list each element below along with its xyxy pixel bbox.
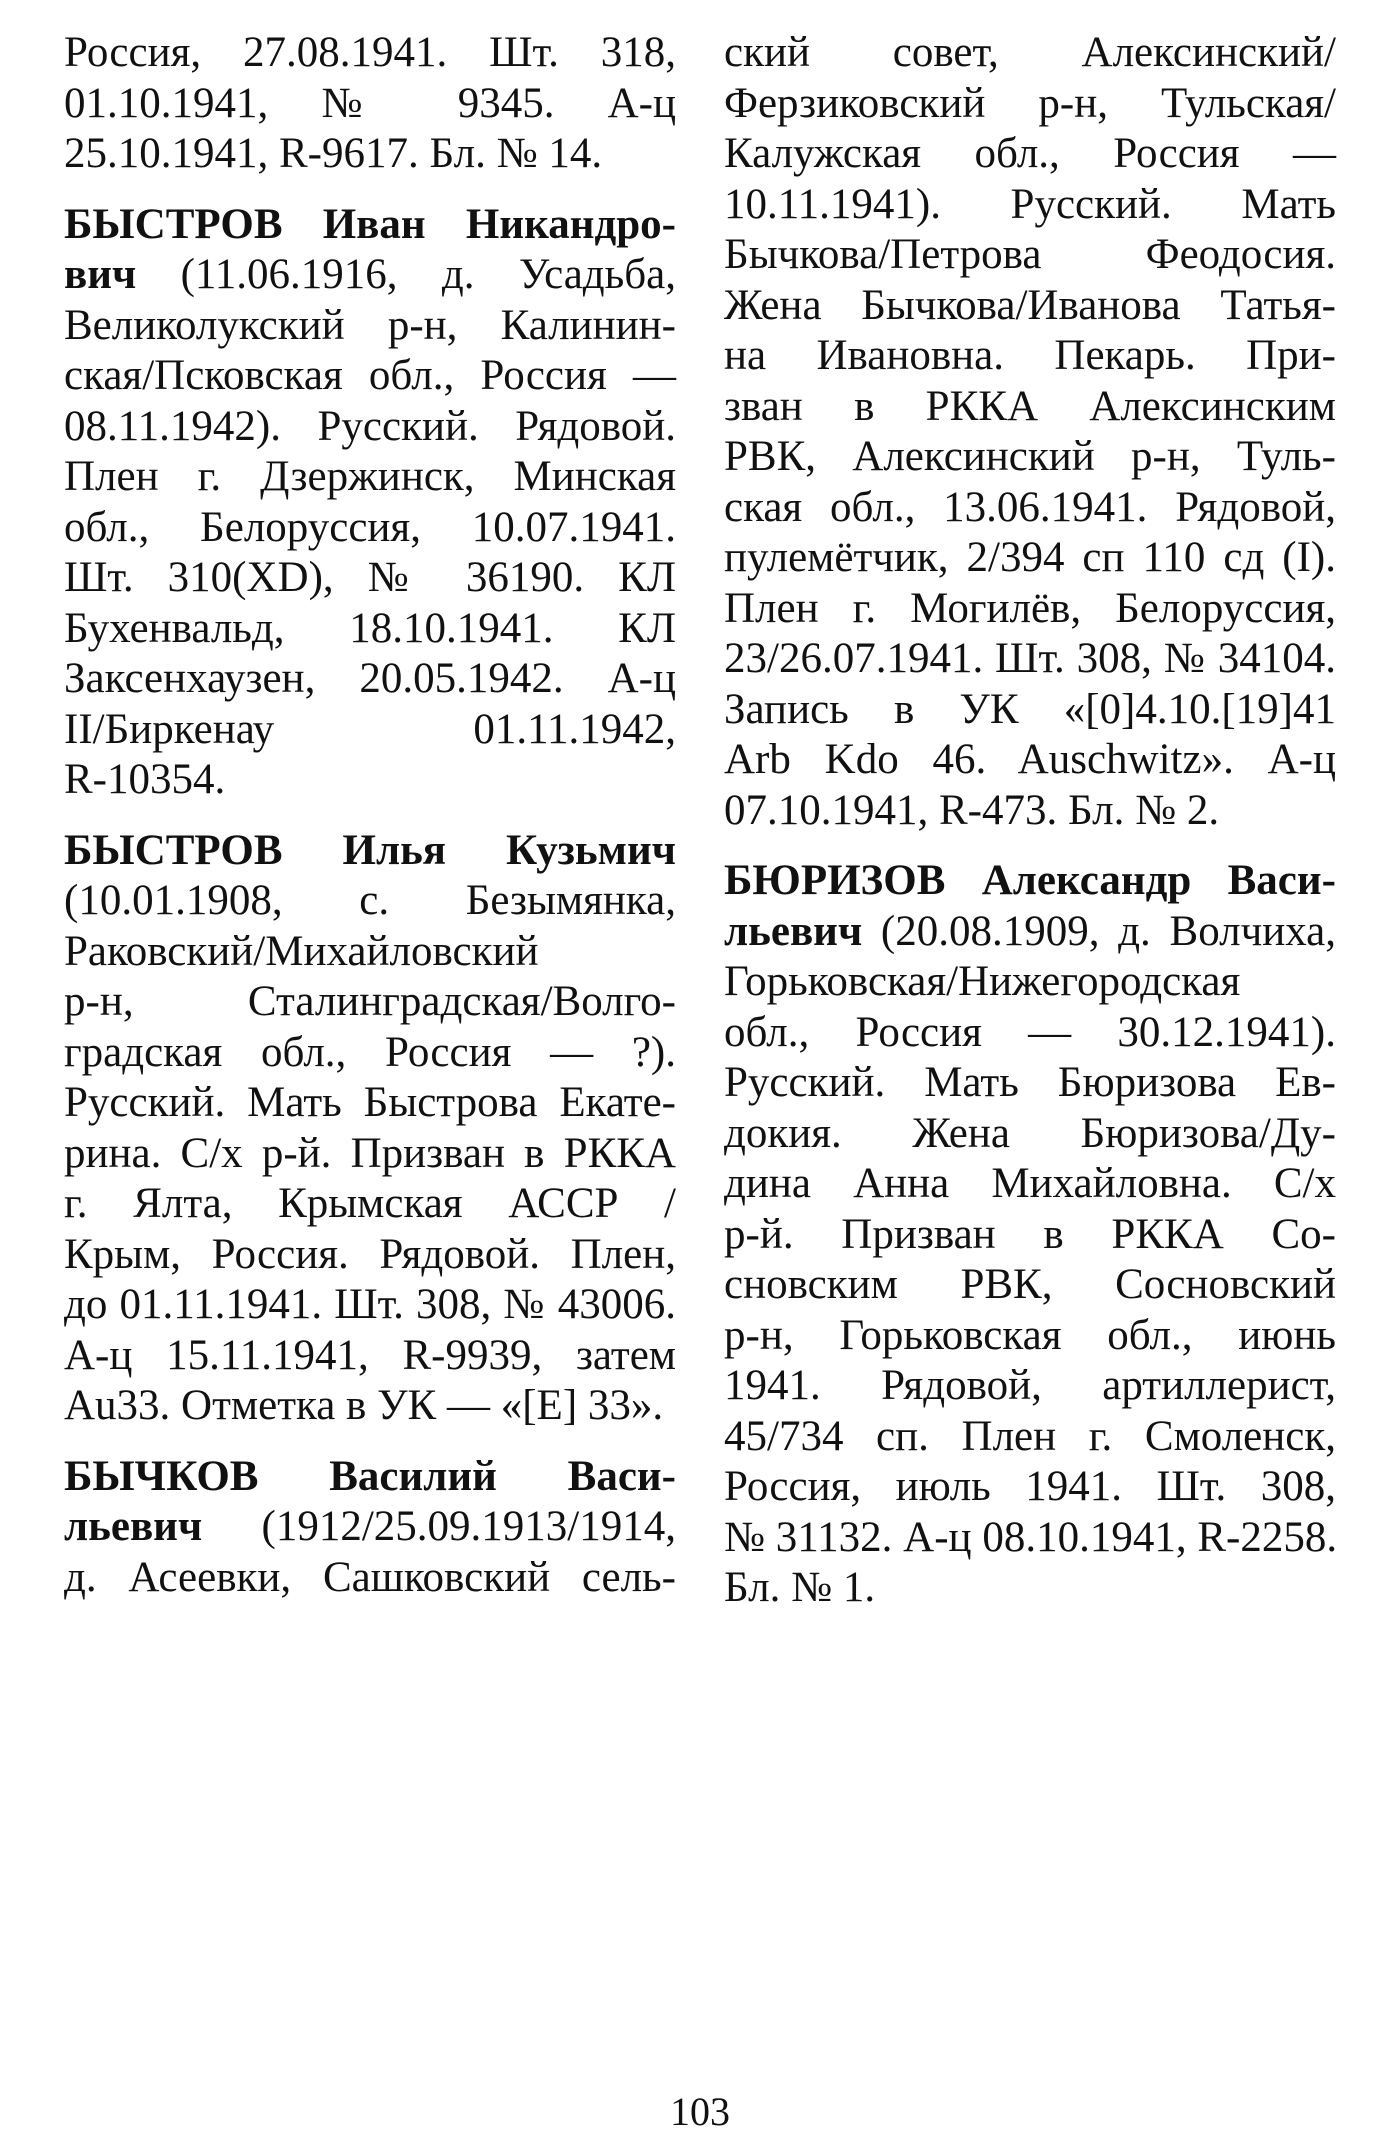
- entry-surname: БЫСТРОВ: [64, 826, 283, 874]
- entry-line: обл., Белоруссия, 10.07.1941.: [64, 503, 676, 551]
- entry-given-name: Василий Васи-: [329, 1452, 676, 1500]
- entry-line: рина. С/х р-й. Призван в РККА: [64, 1129, 676, 1177]
- entry-line: 1941. Рядовой, артиллерист,: [724, 1362, 1336, 1409]
- page-number: 103: [670, 2089, 730, 2134]
- entry-text: (20.08.1909, д. Волчиха,: [862, 907, 1336, 955]
- entry-line: р-й. Призван в РККА Со-: [724, 1210, 1336, 1258]
- entry-surname: БЫЧКОВ: [64, 1452, 259, 1500]
- entry-line: г. Ялта, Крымская АССР /: [64, 1180, 676, 1227]
- entry-line: II/Биркенау 01.11.1942,: [64, 705, 676, 753]
- entry-heading-line: [64, 200, 676, 251]
- entry-line: 23/26.07.1941. Шт. 308, № 34104.: [724, 635, 1336, 682]
- entry-line: Плен г. Дзержинск, Минская: [64, 453, 676, 500]
- entry-given-name: Александр Васи-: [981, 857, 1336, 904]
- entry-line: ская/Псковская обл., Россия —: [64, 352, 676, 399]
- entry-bychkov-vasily: [64, 1452, 676, 1604]
- entry-line: [724, 907, 1336, 958]
- entry-line: Бл. № 1.: [724, 1564, 876, 1611]
- entry-line: р-н, Сталинградская/Волго-: [64, 978, 676, 1025]
- entry-line: до 01.11.1941. Шт. 308, № 43006.: [64, 1281, 676, 1328]
- entry-line: [64, 250, 676, 301]
- entry-line: Россия, 27.08.1941. Шт. 318,: [64, 29, 676, 76]
- entry-given-name: льевич: [724, 907, 863, 955]
- entry-line: Au33. Отметка в УК — «[E] 33».: [64, 1382, 664, 1429]
- entry-given-name: Илья Кузьмич: [342, 826, 676, 874]
- entry-given-name: льевич: [64, 1503, 203, 1550]
- entry-line: РВК, Алексинский р-н, Туль-: [724, 433, 1336, 480]
- entry-line: Жена Бычкова/Иванова Татья-: [724, 281, 1336, 329]
- entry-byurizov-alexander: [724, 856, 1336, 1614]
- entry-line: № 31132. А-ц 08.10.1941, R-2258.: [724, 1513, 1338, 1561]
- entry-line: А-ц 15.11.1941, R-9939, затем: [64, 1331, 676, 1379]
- entry-text: (11.06.1916, д. Усадьба,: [136, 251, 676, 298]
- entry-line: ский совет, Алексинский/: [724, 29, 1336, 76]
- entry-line: докия. Жена Бюризова/Ду-: [724, 1109, 1336, 1157]
- entry-line: Бухенвальд, 18.10.1941. КЛ: [64, 604, 676, 652]
- entry-line: Русский. Мать Быстрова Екате-: [64, 1079, 676, 1126]
- entry-line: Русский. Мать Бюризова Ев-: [724, 1059, 1336, 1106]
- entry-line: градская обл., Россия — ?).: [64, 1028, 676, 1076]
- entry-heading-line: [64, 1452, 676, 1503]
- entry-line: р-н, Горьковская обл., июнь: [724, 1311, 1336, 1359]
- entry-line: сновским РВК, Сосновский: [724, 1261, 1336, 1308]
- entry-line: ская обл., 13.06.1941. Рядовой,: [724, 483, 1336, 531]
- entry-line: на Ивановна. Пекарь. При-: [724, 332, 1336, 379]
- entry-line: Шт. 310(XD), № 36190. КЛ: [64, 554, 676, 601]
- entry-continuation: [724, 28, 1336, 836]
- entry-line: д. Асеевки, Сашковский сель-: [64, 1553, 676, 1601]
- entry-given-name: Иван Никандро-: [322, 200, 676, 248]
- entry-line: 01.10.1941, № 9345. А-ц: [64, 79, 676, 127]
- entry-line: (10.01.1908, с. Безымянка,: [64, 877, 676, 924]
- entry-heading-line: [724, 856, 1336, 907]
- entry-line: Arb Kdo 46. Auschwitz». А-ц: [724, 736, 1336, 783]
- entry-line: 08.11.1942). Русский. Рядовой.: [64, 402, 676, 450]
- entry-line: 07.10.1941, R-473. Бл. № 2.: [724, 786, 1220, 834]
- entry-line: дина Анна Михайловна. С/х: [724, 1160, 1336, 1207]
- entry-given-name: вич: [64, 251, 137, 298]
- entry-line: 10.11.1941). Русский. Мать: [724, 180, 1336, 228]
- entry-continuation: [64, 28, 676, 180]
- entry-bystrov-ilya: [64, 826, 676, 1432]
- entry-line: 25.10.1941, R-9617. Бл. № 14.: [64, 130, 603, 177]
- entry-line: зван в РККА Алексинским: [724, 382, 1336, 430]
- entry-line: Горьковская/Нижегородская: [724, 958, 1241, 1005]
- entry-bystrov-ivan: [64, 200, 676, 806]
- entry-line: Великолукский р-н, Калинин-: [64, 301, 676, 349]
- entry-line: Калужская обл., Россия —: [724, 130, 1336, 177]
- entry-line: Россия, июль 1941. Шт. 308,: [724, 1463, 1336, 1510]
- entry-line: Ферзиковский р-н, Тульская/: [724, 79, 1336, 127]
- entry-heading-line: [64, 826, 676, 877]
- entry-surname: БЫСТРОВ: [64, 200, 283, 248]
- entry-surname: БЮРИЗОВ: [724, 857, 946, 904]
- entry-line: Бычкова/Петрова Феодосия.: [724, 231, 1336, 278]
- entry-text: (1912/25.09.1913/1914,: [202, 1503, 676, 1550]
- entry-line: 45/734 сп. Плен г. Смоленск,: [724, 1412, 1336, 1460]
- entry-line: R-10354.: [64, 756, 226, 803]
- right-column: [724, 28, 1336, 1634]
- entry-line: Плен г. Могилёв, Белоруссия,: [724, 584, 1336, 632]
- entry-line: Заксенхаузен, 20.05.1942. А-ц: [64, 655, 676, 702]
- entry-line: Крым, Россия. Рядовой. Плен,: [64, 1230, 676, 1278]
- entry-line: Раковский/Михайловский: [64, 927, 539, 975]
- entry-line: пулемётчик, 2/394 сп 110 сд (I).: [724, 534, 1336, 581]
- entry-line: обл., Россия — 30.12.1941).: [724, 1008, 1336, 1056]
- left-column: [64, 28, 676, 1623]
- entry-line: Запись в УК «[0]4.10.[19]41: [724, 685, 1336, 733]
- entry-line: [64, 1502, 676, 1553]
